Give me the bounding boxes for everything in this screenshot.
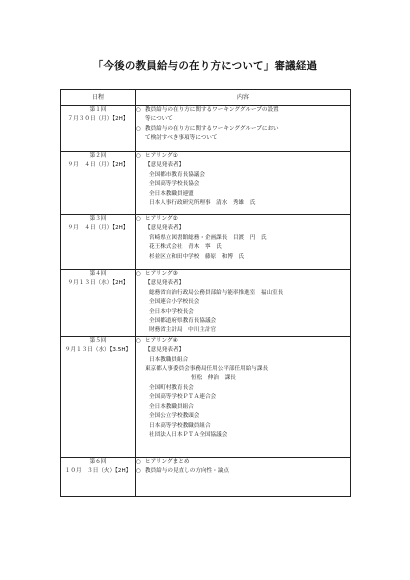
schedule-table xyxy=(60,89,351,497)
presenter-line: 全国都市教育長協議会 xyxy=(149,171,205,178)
presenter-line: 全国高等学校長協会 xyxy=(149,181,200,188)
agenda-item xyxy=(136,270,350,279)
agenda-text: ヒアリングまとめ xyxy=(145,458,190,465)
table-row xyxy=(61,215,351,270)
agenda-text: ヒアリング③ xyxy=(145,271,178,277)
session-number: 第５回 xyxy=(89,337,107,344)
table-row xyxy=(61,270,351,337)
agenda-item xyxy=(136,106,350,125)
agenda-text: ヒアリング④ xyxy=(145,337,178,344)
presenter-line: 花王株式会社 青木 寧 氏 xyxy=(149,244,222,251)
session-content-cell xyxy=(136,215,351,270)
session-number: 第３回 xyxy=(89,216,107,222)
agenda-text: ヒアリング① xyxy=(145,153,178,159)
session-content-cell xyxy=(136,457,351,496)
bullet-mark: ○ xyxy=(136,153,141,159)
session-date-cell xyxy=(61,152,136,215)
agenda-item xyxy=(136,125,350,144)
presenter-line: 日本人事行政研究所理事 清水 秀雄 氏 xyxy=(149,200,256,207)
presenter-line: 東京都人事委員会事務局任用公平部任用給与課長 xyxy=(145,366,269,373)
presenter-line: 全日本教職員連盟 xyxy=(149,190,194,197)
table-row xyxy=(61,106,351,152)
presenter-line: 財務省主計局 中川主計官 xyxy=(149,327,217,334)
presenter-line: 全国都道府県教育長協議会 xyxy=(149,318,217,325)
session-date: ９月１３日（水）【3.5H】 xyxy=(64,347,132,354)
session-content-cell xyxy=(136,152,351,215)
session-date: ９月１３日（水）【2H】 xyxy=(67,280,129,287)
session-number: 第４回 xyxy=(89,271,107,277)
section-label: 【意見発表者】 xyxy=(145,280,185,287)
bullet-mark: ○ xyxy=(136,271,141,277)
presenter-line: 杉並区立和田中学校 藤原 和博 氏 xyxy=(149,253,245,260)
session-date-cell xyxy=(61,457,136,496)
section-label: 【意見発表者】 xyxy=(145,162,185,169)
session-date: ９月 ４日（月）【2H】 xyxy=(67,225,129,232)
presenter-line: 宮崎県立図書館総務・企画課長 目渡 円 氏 xyxy=(149,234,267,241)
agenda-item xyxy=(136,467,350,476)
agenda-text: 教員給与の在り方に関するワーキンググループにおい xyxy=(145,125,279,132)
agenda-text: 教員給与の在り方に関するワーキンググループの設置 xyxy=(145,107,279,113)
session-date-cell xyxy=(61,106,136,152)
session-content-cell xyxy=(136,106,351,152)
session-content-cell xyxy=(136,270,351,337)
table-row xyxy=(61,336,351,457)
table-row xyxy=(61,457,351,496)
section-label: 【意見発表者】 xyxy=(145,225,185,232)
table-row xyxy=(61,152,351,215)
session-date: ７月３０日（月）【2H】 xyxy=(67,116,129,123)
table-header-row xyxy=(61,90,351,106)
session-number: 第２回 xyxy=(89,153,107,159)
session-date: １０月 ３日（火）【2H】 xyxy=(64,468,132,475)
presenter-line: 全国連合小学校長会 xyxy=(149,299,200,306)
presenter-line: 社団法人日本ＰＴＡ全国協議会 xyxy=(149,431,228,438)
session-date-cell xyxy=(61,215,136,270)
session-date-cell xyxy=(61,336,136,457)
agenda-text: 等について xyxy=(145,116,173,123)
presenter-line: 全国町村教育長会 xyxy=(149,384,194,391)
presenter-line: 総務省自治行政局公務員部給与能率推進室 福山室長 xyxy=(149,289,284,296)
agenda-item xyxy=(136,337,350,346)
presenter-line: 全日本教職員組合 xyxy=(149,403,194,410)
bullet-mark: ○ xyxy=(136,337,141,344)
presenter-line: 全国高等学校ＰＴＡ連合会 xyxy=(149,394,217,401)
session-date-cell xyxy=(61,270,136,337)
presenter-line: 日本高等学校教職員組合 xyxy=(149,422,211,429)
agenda-text: て検討すべき事項等について xyxy=(145,135,218,142)
bullet-mark: ○ xyxy=(136,216,141,222)
bullet-mark: ○ xyxy=(136,107,141,113)
bullet-mark: ○ xyxy=(136,125,141,132)
agenda-text: 教員給与の見直しの方向性・論点 xyxy=(145,468,229,475)
header-content: 内容 xyxy=(136,90,351,106)
session-content-cell xyxy=(136,336,351,457)
agenda-text: ヒアリング② xyxy=(145,216,178,222)
session-number: 第６回 xyxy=(89,458,107,465)
bullet-mark: ○ xyxy=(136,458,141,465)
header-date: 日程 xyxy=(61,90,136,106)
session-date: ９月 ４日（月）【2H】 xyxy=(67,162,129,169)
agenda-item xyxy=(136,458,350,467)
agenda-item xyxy=(136,215,350,224)
section-label: 【意見発表者】 xyxy=(145,347,185,354)
document-title: 「今後の教員給与の在り方について」審議経過 xyxy=(92,60,318,72)
presenter-line: 日本教職員組合 xyxy=(149,356,189,363)
bullet-mark: ○ xyxy=(136,468,141,475)
presenter-line: 全日本中学校長会 xyxy=(149,308,194,315)
presenter-line: 恒松 伸治 課長 xyxy=(191,375,236,382)
presenter-line: 全国公立学校教頭会 xyxy=(149,413,200,420)
session-number: 第１回 xyxy=(89,107,107,113)
agenda-item xyxy=(136,152,350,161)
